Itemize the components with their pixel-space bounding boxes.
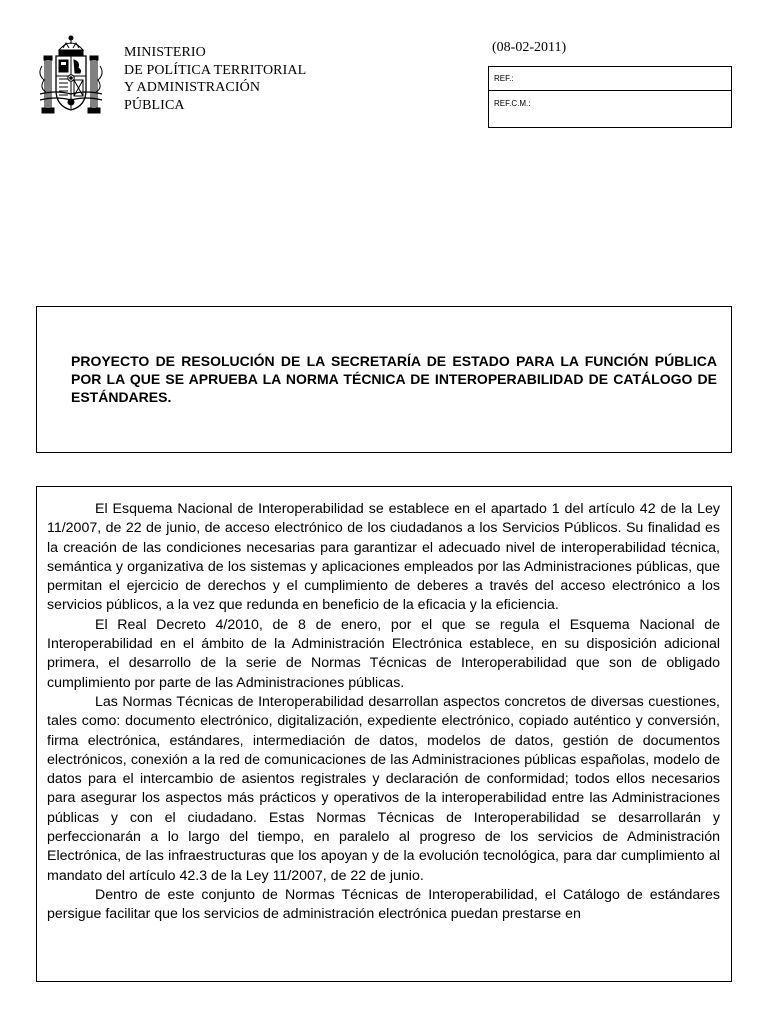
ministry-line: DE POLÍTICA TERRITORIAL (124, 62, 307, 78)
ministry-line: MINISTERIO (124, 45, 206, 60)
body-paragraph: El Real Decreto 4/2010, de 8 de enero, por el que se regula el Esquema Nacional de Interoperabilidad en el ámbito de la Administración Electrónica establece, en su disposición adicional primera, el desarrollo de la serie de Normas Técnicas de Interoperabilidad que son de obligado cumplimiento por parte de las Administraciones públicas. (47, 616, 720, 691)
document-title: PROYECTO DE RESOLUCIÓN DE LA SECRETARÍA DE ESTADO PARA LA FUNCIÓN PÚBLICA POR LA QUE SE APRUEBA LA NORMA TÉCNICA DE INTEROPERABILIDAD DE CATÁLOGO DE ESTÁNDARES. (71, 353, 717, 405)
ref-label: REF.: (494, 74, 514, 83)
reference-box (488, 66, 732, 128)
ministry-name (124, 44, 306, 114)
body-paragraph: Dentro de este conjunto de Normas Técnicas de Interoperabilidad, el Catálogo de estándares persigue facilitar que los servicios de administración electrónica puedan prestarse en (47, 886, 720, 923)
document-date: (08-02-2011) (492, 40, 567, 55)
coat-of-arms-icon (38, 34, 104, 120)
body-box (36, 486, 732, 982)
ministry-line: PÚBLICA (124, 97, 185, 113)
body-paragraph: Las Normas Técnicas de Interoperabilidad desarrollan aspectos concretos de diversas cuestiones, tales como: documento electrónico, digitalización, expediente electrónico, copiado auténtico y conversión, firma electrónica, estándares, intermediación de datos, modelos de datos, gestión de documentos electrónicos, conexión a la red de comunicaciones de las Administraciones públicas españolas, modelo de datos para el intercambio de asientos registrales y declaración de conformidad; todos ellos necesarios para asegurar los aspectos más prácticos y operativos de la interoperabilidad entre las Administraciones públicas y con el ciudadano. Estas Normas Técnicas de Interoperabilidad se desarrollarán y perfeccionarán a lo largo del tiempo, en paralelo al progreso de los servicios de Administración Electrónica, de las infraestructuras que los apoyan y de la evolución tecnológica, para dar cumplimiento al mandato del artículo 42.3 de la Ley 11/2007, de 22 de junio. (47, 693, 720, 884)
ministry-line: Y ADMINISTRACIÓN (124, 80, 261, 95)
body-paragraph: El Esquema Nacional de Interoperabilidad se establece en el apartado 1 del artículo 42 de la Ley 11/2007, de 22 de junio, de acceso electrónico de los ciudadanos a los Servicios Públicos. Su finalidad es la creación de las condiciones necesarias para garantizar el adecuado nivel de interoperabilidad técnica, semántica y organizativa de los sistemas y aplicaciones empleados por las Administraciones públicas, que permitan el ejercicio de derechos y el cumplimiento de deberes a través del acceso electrónico a los servicios públicos, a la vez que redunda en beneficio de la eficacia y la eficiencia. (47, 501, 720, 614)
ref-divider (489, 90, 731, 91)
body-text (47, 500, 720, 925)
title-box (36, 306, 732, 453)
ref-cm-label: REF.C.M.: (494, 99, 531, 108)
